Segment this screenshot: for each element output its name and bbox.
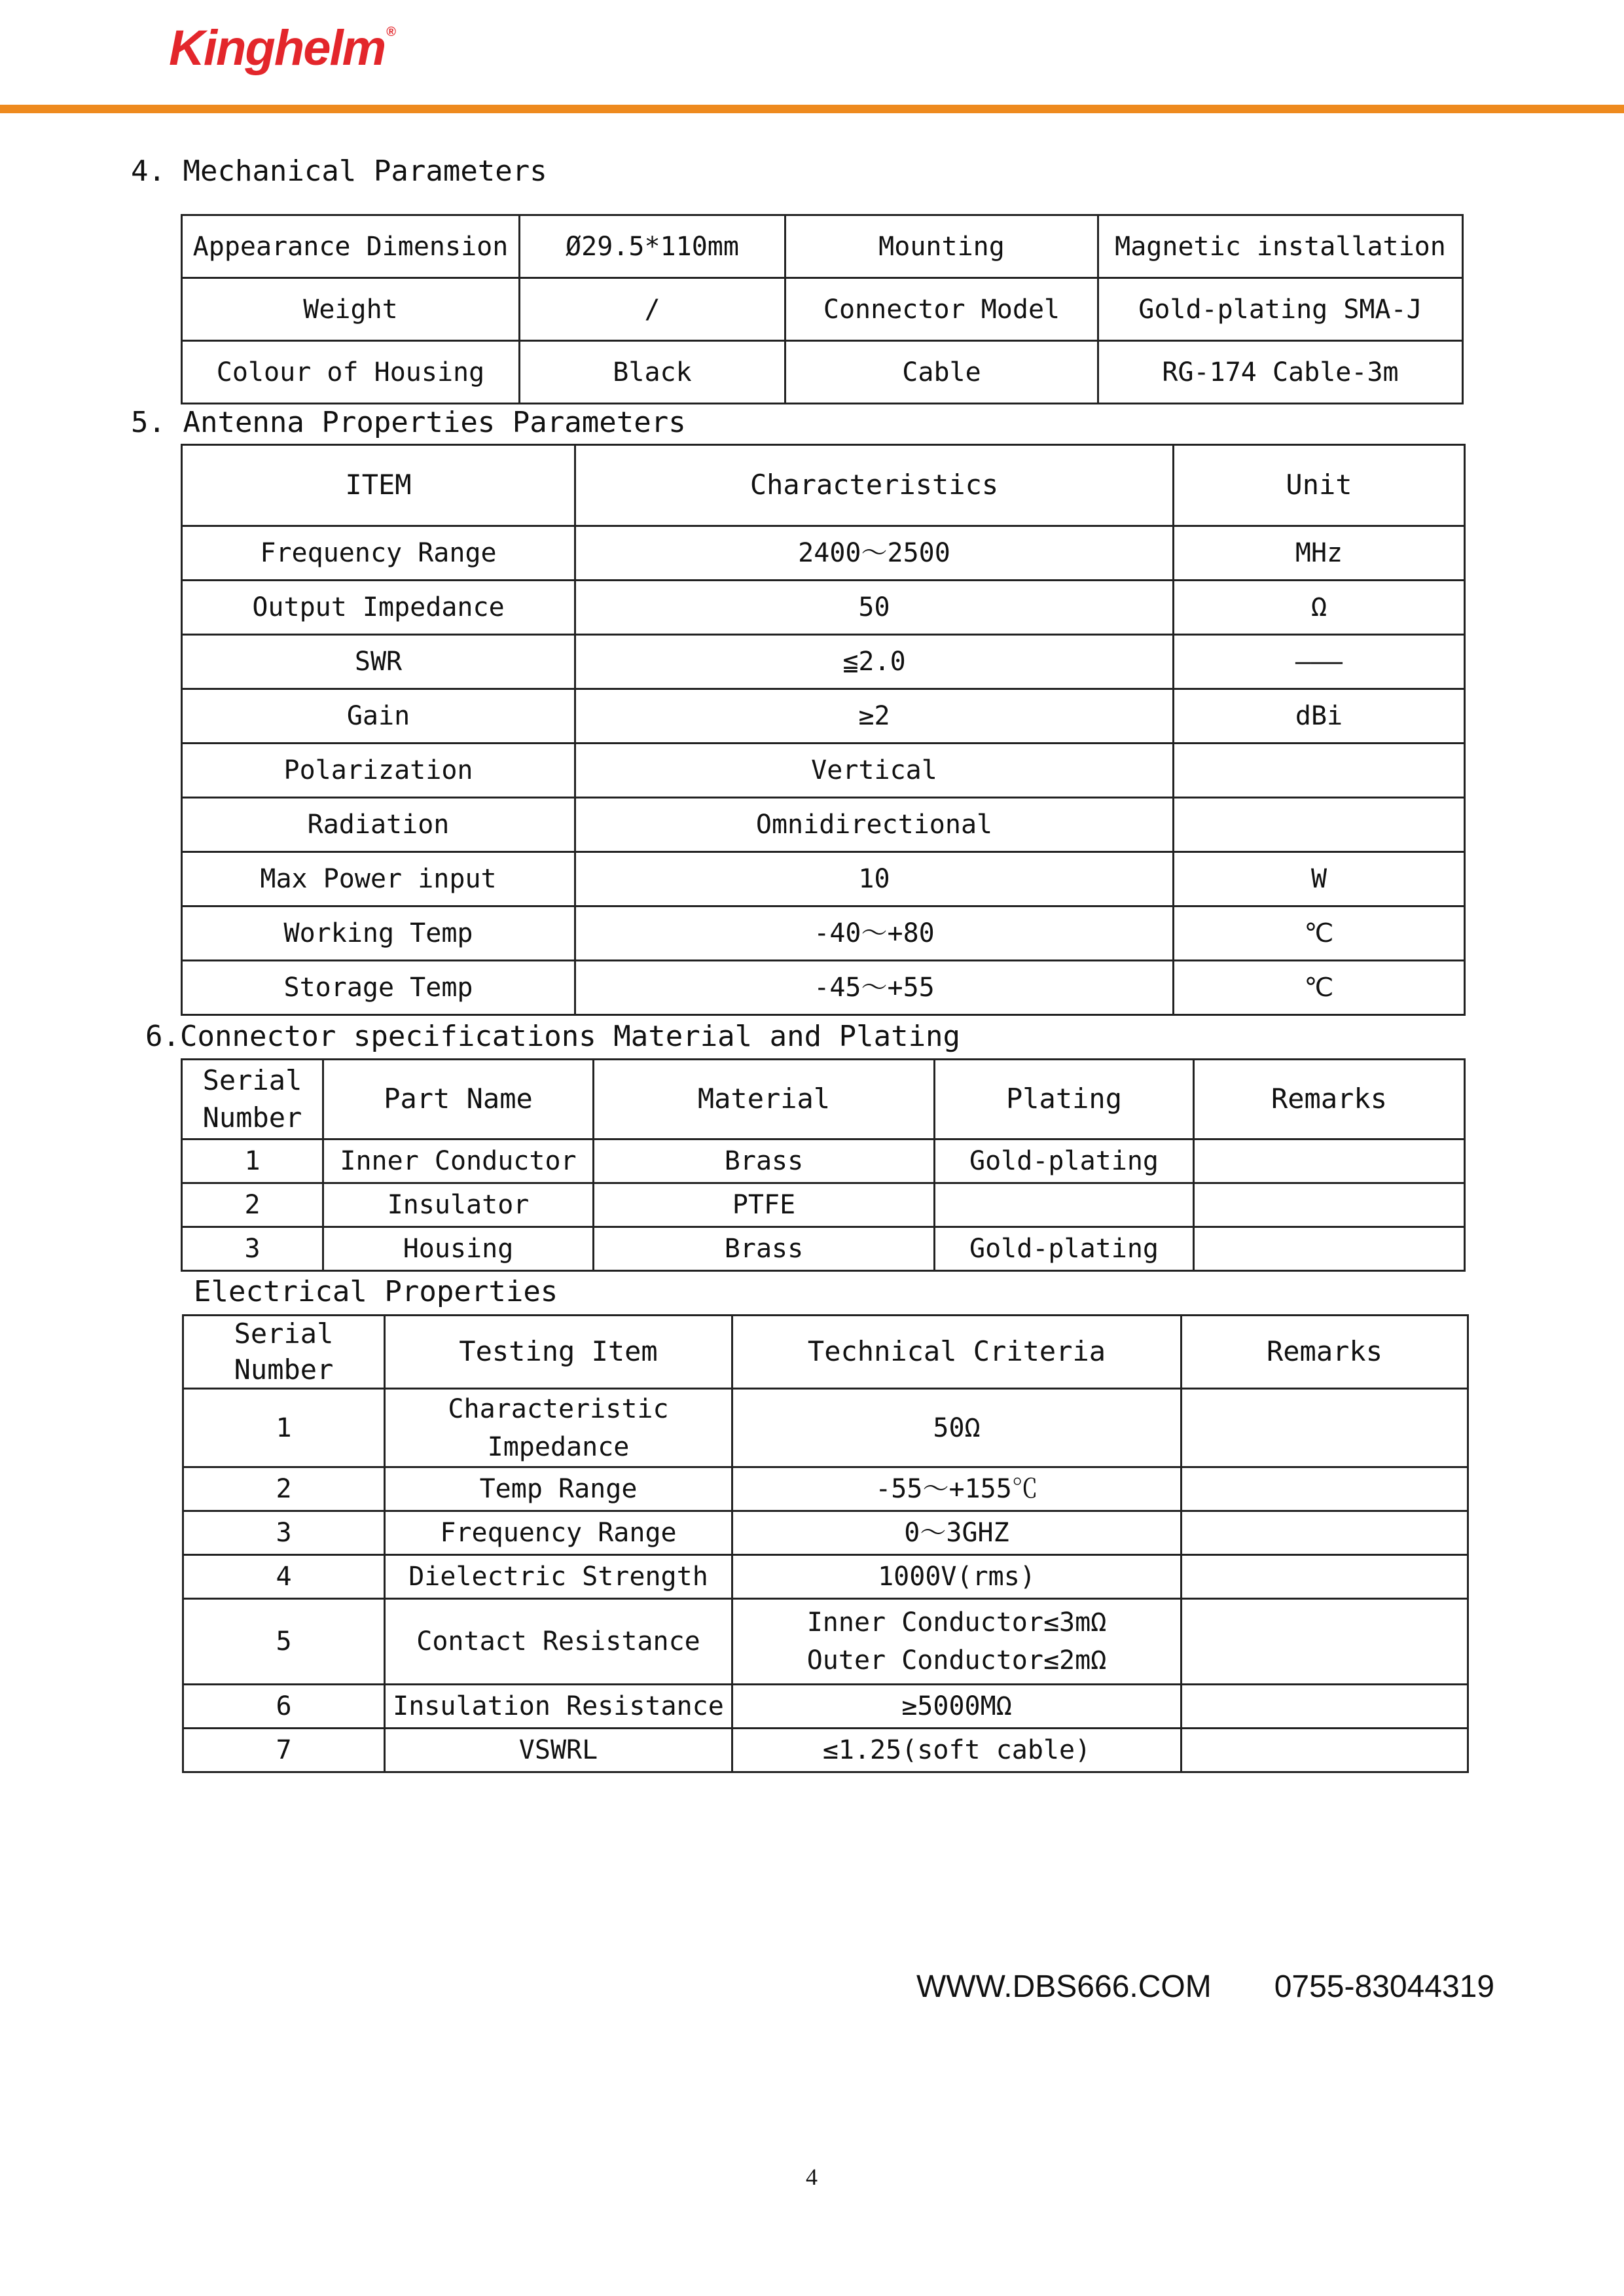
column-header: Material: [594, 1060, 935, 1139]
table-cell: W: [1174, 852, 1465, 906]
table-cell: Radiation: [182, 798, 575, 852]
footer-contact: [916, 1969, 1494, 2005]
table-cell: SWR: [182, 635, 575, 689]
mechanical-heading: 4. Mechanical Parameters: [131, 154, 547, 188]
column-header: Technical Criteria: [732, 1316, 1182, 1389]
table-cell: 2: [182, 1183, 323, 1227]
table-cell: Frequency Range: [385, 1511, 732, 1555]
table-row: [182, 798, 1465, 852]
table-cell: Frequency Range: [182, 526, 575, 581]
table-cell: /: [520, 278, 785, 341]
table-cell: 7: [183, 1729, 385, 1772]
table-cell: ≤1.25(soft cable): [732, 1729, 1182, 1772]
table-cell: Black: [520, 341, 785, 404]
phone-number: 0755-83044319: [1274, 1969, 1495, 2004]
table-cell: Magnetic installation: [1098, 215, 1463, 278]
table-cell: dBi: [1174, 689, 1465, 744]
table-row: [183, 1389, 1468, 1467]
column-header: Plating: [935, 1060, 1194, 1139]
table-cell: 6: [183, 1685, 385, 1729]
table-header-row: [183, 1316, 1468, 1389]
table-cell: Colour of Housing: [182, 341, 520, 404]
table-cell: -55～+155℃: [732, 1467, 1182, 1511]
table-cell: Storage Temp: [182, 961, 575, 1015]
table-cell: 10: [575, 852, 1174, 906]
table-cell: Housing: [323, 1227, 594, 1271]
table-cell: ———: [1174, 635, 1465, 689]
table-cell: Vertical: [575, 744, 1174, 798]
table-cell: 1: [183, 1389, 385, 1467]
kinghelm-logo: Kinghelm ®: [169, 20, 395, 76]
table-cell: RG-174 Cable-3m: [1098, 341, 1463, 404]
column-header: Characteristics: [575, 445, 1174, 526]
table-cell: 2: [183, 1467, 385, 1511]
table-row: [182, 689, 1465, 744]
table-cell: [1182, 1467, 1468, 1511]
table-row: [183, 1467, 1468, 1511]
table-cell: Brass: [594, 1227, 935, 1271]
table-cell: Polarization: [182, 744, 575, 798]
table-cell: Characteristic Impedance: [385, 1389, 732, 1467]
antenna-heading: 5. Antenna Properties Parameters: [131, 406, 686, 439]
table-cell: 50Ω: [732, 1389, 1182, 1467]
table-row: [182, 1183, 1465, 1227]
table-row: [183, 1685, 1468, 1729]
table-cell: Weight: [182, 278, 520, 341]
table-cell: Max Power input: [182, 852, 575, 906]
table-cell: Gold-plating SMA-J: [1098, 278, 1463, 341]
table-cell: Temp Range: [385, 1467, 732, 1511]
table-cell: PTFE: [594, 1183, 935, 1227]
table-cell: [1174, 744, 1465, 798]
connector-heading: 6.Connector specifications Material and Plating: [145, 1020, 961, 1053]
table-row: [182, 278, 1463, 341]
table-cell: Dielectric Strength: [385, 1555, 732, 1599]
table-row: [182, 906, 1465, 961]
table-cell: 3: [182, 1227, 323, 1271]
column-header: Part Name: [323, 1060, 594, 1139]
table-cell: [1194, 1227, 1465, 1271]
table-cell: Inner Conductor: [323, 1139, 594, 1183]
table-row: [182, 341, 1463, 404]
table-cell: [1182, 1729, 1468, 1772]
connector-table: [181, 1058, 1466, 1272]
table-cell: VSWRL: [385, 1729, 732, 1772]
table-row: [182, 961, 1465, 1015]
table-cell: [1182, 1599, 1468, 1685]
table-cell: MHz: [1174, 526, 1465, 581]
website-link[interactable]: WWW.DBS666.COM: [916, 1969, 1212, 2004]
column-header: ITEM: [182, 445, 575, 526]
table-cell: Insulator: [323, 1183, 594, 1227]
table-cell: ℃: [1174, 906, 1465, 961]
table-cell: 1: [182, 1139, 323, 1183]
table-cell: -45～+55: [575, 961, 1174, 1015]
table-cell: Working Temp: [182, 906, 575, 961]
table-cell: 5: [183, 1599, 385, 1685]
table-cell: [1182, 1685, 1468, 1729]
table-cell: -40～+80: [575, 906, 1174, 961]
table-row: [182, 635, 1465, 689]
header-divider: [0, 105, 1624, 113]
table-row: [182, 215, 1463, 278]
table-row: [183, 1511, 1468, 1555]
table-cell: Ø29.5*110mm: [520, 215, 785, 278]
table-header-row: [182, 445, 1465, 526]
table-cell: ≦2.0: [575, 635, 1174, 689]
table-cell: Inner Conductor≤3mΩ Outer Conductor≤2mΩ: [732, 1599, 1182, 1685]
table-cell: Cable: [785, 341, 1098, 404]
table-cell: Output Impedance: [182, 581, 575, 635]
table-cell: ≥2: [575, 689, 1174, 744]
table-cell: [935, 1183, 1194, 1227]
table-cell: 3: [183, 1511, 385, 1555]
table-row: [182, 581, 1465, 635]
table-cell: Insulation Resistance: [385, 1685, 732, 1729]
table-cell: ≥5000MΩ: [732, 1685, 1182, 1729]
antenna-table: [181, 444, 1466, 1016]
mechanical-table: [181, 214, 1464, 404]
table-cell: Gold-plating: [935, 1227, 1194, 1271]
column-header: Unit: [1174, 445, 1465, 526]
table-cell: Mounting: [785, 215, 1098, 278]
table-cell: [1182, 1511, 1468, 1555]
table-cell: [1194, 1183, 1465, 1227]
table-row: [183, 1599, 1468, 1685]
table-cell: 0～3GHZ: [732, 1511, 1182, 1555]
table-row: [182, 1227, 1465, 1271]
table-cell: Appearance Dimension: [182, 215, 520, 278]
column-header: Remarks: [1182, 1316, 1468, 1389]
table-row: [183, 1555, 1468, 1599]
table-cell: Omnidirectional: [575, 798, 1174, 852]
table-row: [183, 1729, 1468, 1772]
table-cell: Contact Resistance: [385, 1599, 732, 1685]
table-cell: Gain: [182, 689, 575, 744]
table-header-row: [182, 1060, 1465, 1139]
table-cell: [1182, 1389, 1468, 1467]
table-cell: Brass: [594, 1139, 935, 1183]
table-cell: Connector Model: [785, 278, 1098, 341]
table-cell: 50: [575, 581, 1174, 635]
electrical-heading: Electrical Properties: [194, 1275, 558, 1308]
table-cell: [1194, 1139, 1465, 1183]
column-header: Remarks: [1194, 1060, 1465, 1139]
table-cell: 1000V(rms): [732, 1555, 1182, 1599]
table-row: [182, 1139, 1465, 1183]
column-header: Serial Number: [182, 1060, 323, 1139]
table-cell: [1182, 1555, 1468, 1599]
table-row: [182, 526, 1465, 581]
electrical-table: [182, 1314, 1469, 1773]
table-row: [182, 744, 1465, 798]
table-row: [182, 852, 1465, 906]
page-number: 4: [806, 2164, 818, 2190]
table-cell: Ω: [1174, 581, 1465, 635]
table-cell: [1174, 798, 1465, 852]
table-cell: Gold-plating: [935, 1139, 1194, 1183]
table-cell: ℃: [1174, 961, 1465, 1015]
column-header: Serial Number: [183, 1316, 385, 1389]
table-cell: 2400～2500: [575, 526, 1174, 581]
column-header: Testing Item: [385, 1316, 732, 1389]
table-cell: 4: [183, 1555, 385, 1599]
